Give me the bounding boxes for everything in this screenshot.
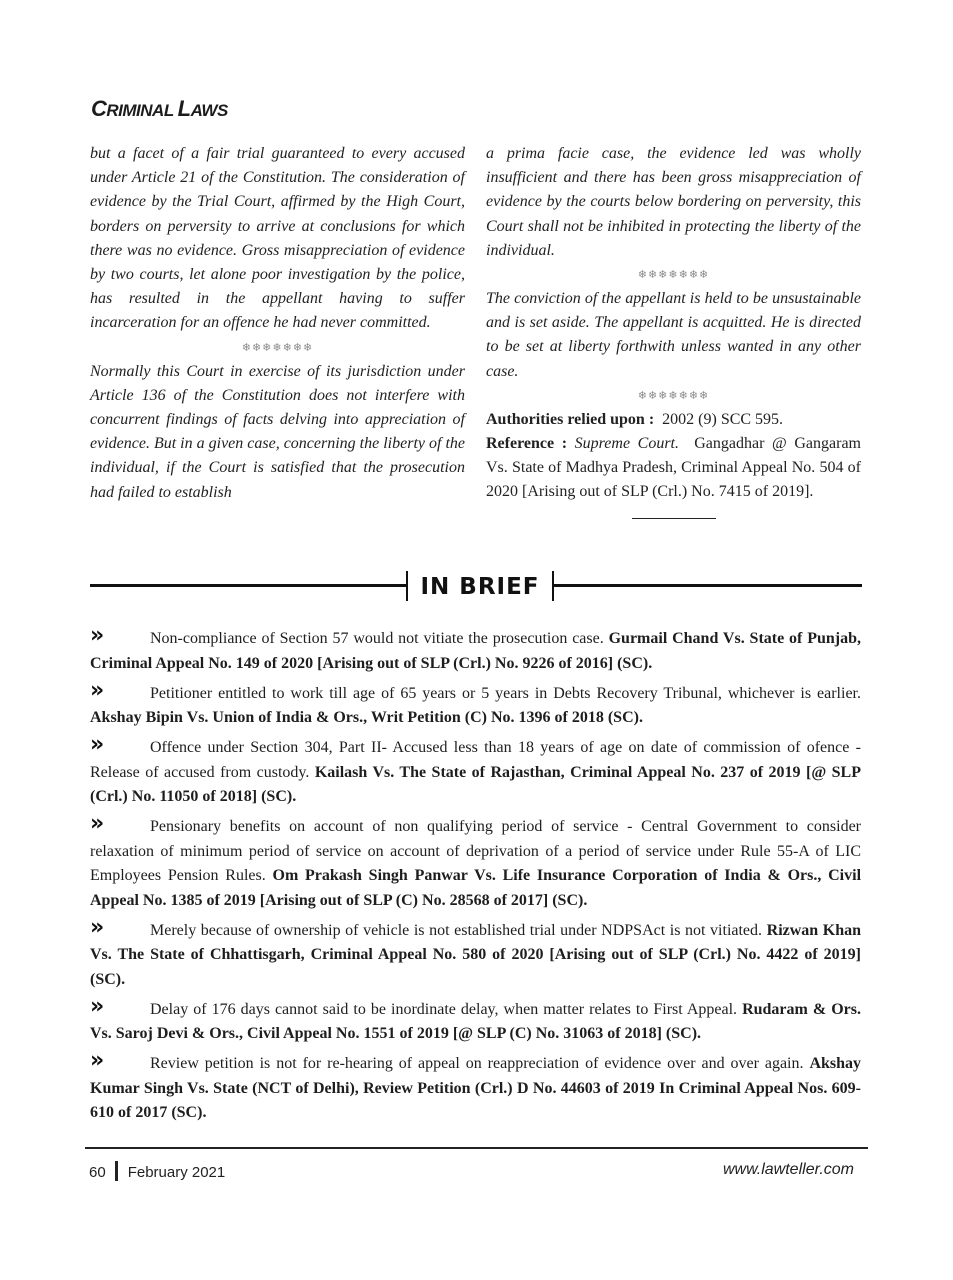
heading-rule-left <box>90 584 406 587</box>
authorities-label: Authorities relied upon : <box>486 410 655 428</box>
brief-item-text: Non-compliance of Section 57 would not vitiate the prosecution case. <box>150 630 604 647</box>
footer-separator <box>115 1161 118 1181</box>
reference-label: Reference : <box>486 434 568 452</box>
separator-stars: ❄❄❄❄❄❄❄ <box>637 389 710 402</box>
double-chevron-bullet-icon: » <box>90 993 99 1019</box>
brief-item-text: Offence under Section 304, Part II- Accused less than 18 years of age on date of commission of ofence - Release of accused from custody. <box>90 739 861 781</box>
reference-court: Supreme Court. <box>574 434 679 452</box>
section-title-rest-2: AWS <box>190 101 228 120</box>
section-title <box>91 96 228 122</box>
brief-item <box>90 623 862 676</box>
double-chevron-bullet-icon: » <box>90 677 99 703</box>
brief-item-citation: Kailash Vs. The State of Rajasthan, Criminal Appeal No. 237 of 2019 [@ SLP (Crl.) No. 11050 of 2018] (SC). <box>90 763 862 805</box>
brief-item <box>90 811 862 913</box>
article-paragraph: The conviction of the appellant is held to be unsustainable and is set aside. The appellant is acquitted. He is directed to be set at liberty forthwith unless wanted in any other case. <box>486 290 861 380</box>
brief-item-text: Petitioner entitled to work till age of 65 years or 5 years in Debts Recovery Tribunal, whichever is earlier. <box>150 684 861 702</box>
article-paragraph: a prima facie case, the evidence led was wholly insufficient and there has been gross misappreciation of evidence by the courts below bordering on perversity, this Court shall not be inhibited in protecting the liberty of the individual. <box>486 145 861 259</box>
heading-rule-right <box>553 584 862 587</box>
authorities-value: 2002 (9) SCC 595. <box>662 410 784 428</box>
brief-item-citation: Akshay Bipin Vs. Union of India & Ors., Writ Petition (C) No. 1396 of 2018 (SC). <box>90 709 643 726</box>
page-number: 60 <box>89 1164 106 1181</box>
heading-tick-left <box>406 571 408 601</box>
end-of-article-rule <box>632 518 716 519</box>
brief-item-text: Delay of 176 days cannot said to be inordinate delay, when matter relates to First Appeal. <box>150 1000 738 1018</box>
in-brief-list <box>90 623 862 1131</box>
section-title-cap-c: C <box>91 96 107 121</box>
brief-item-text: Pensionary benefits on account of non qualifying period of service - Central Government to consider relaxation of minimum period of service on account of deprivation of a period of service under Rule 55-A of LIC Employees Pension Rules. <box>90 818 861 884</box>
double-chevron-bullet-icon: » <box>90 623 99 648</box>
separator-stars: ❄❄❄❄❄❄❄ <box>637 269 710 282</box>
article-left-column <box>90 142 465 505</box>
website-link[interactable]: www.lawteller.com <box>723 1161 854 1178</box>
in-brief-heading-bar <box>90 571 862 601</box>
authorities-relied-upon <box>486 408 861 432</box>
brief-item <box>90 993 862 1047</box>
brief-item-text: Merely because of ownership of vehicle is not established trial under NDPSAct is not vitiated. <box>150 921 763 939</box>
brief-item-citation: Rudaram & Ors. Vs. Saroj Devi & Ors., Civil Appeal No. 1551 of 2019 [@ SLP (C) No. 31063 of 2018] (SC). <box>90 1000 862 1042</box>
section-title-rest-1: RIMINAL <box>106 101 178 120</box>
article-right-column <box>486 142 861 519</box>
brief-item <box>90 914 862 993</box>
brief-item-citation: Om Prakash Singh Panwar Vs. Life Insurance Corporation of India & Ors., Civil Appeal No. 1385 of 2019 [Arising out of SLP (C) No. 28568 of 2017] (SC). <box>90 867 862 909</box>
in-brief-heading: IN BRIEF <box>420 574 540 600</box>
section-title-cap-l: L <box>177 96 191 121</box>
separator-stars: ❄❄❄❄❄❄❄ <box>241 341 314 354</box>
footer-page-info <box>89 1161 225 1181</box>
brief-item <box>90 1048 862 1126</box>
brief-item <box>90 677 861 731</box>
double-chevron-bullet-icon: » <box>90 914 99 940</box>
double-chevron-bullet-icon: » <box>90 811 99 836</box>
article-paragraph: but a facet of a fair trial guaranteed to every accused under Article 21 of the Constitution. The consideration of evidence by the Trial Court, affirmed by the High Court, borders on perversity to arrive at conclusions for which there was no evidence. Gross misappreciation of evidence by two courts, let alone poor investigation by the police, has resulted in the appellant having to suffer incarceration for an offence he had never committed. <box>90 145 465 332</box>
brief-item-citation: Rizwan Khan Vs. The State of Chhattisgarh, Criminal Appeal No. 580 of 2020 [Arising out of SLP (Crl.) No. 4422 of 2019] (SC). <box>90 921 862 988</box>
brief-item-citation: Gurmail Chand Vs. State of Punjab, Criminal Appeal No. 149 of 2020 [Arising out of SLP (Crl.) No. 9226 of 2016] (SC). <box>90 630 862 672</box>
reference-text: Gangadhar @ Gangaram Vs. State of Madhya Pradesh, Criminal Appeal No. 504 of 2020 [Arising out of SLP (Crl.) No. 7415 of 2019]. <box>486 434 861 500</box>
brief-item <box>90 732 862 810</box>
footer-rule <box>85 1147 868 1149</box>
article-paragraph: Normally this Court in exercise of its jurisdiction under Article 136 of the Constitution does not interfere with concurrent findings of facts delving into appreciation of evidence. But in a given case, concerning the liberty of the individual, if the Court is satisfied that the prosecution had failed to establish <box>90 362 465 501</box>
double-chevron-bullet-icon: » <box>90 1048 99 1073</box>
brief-item-citation: Akshay Kumar Singh Vs. State (NCT of Delhi), Review Petition (Crl.) D No. 44603 of 2019 In Criminal Appeal Nos. 609-610 of 2017 (SC). <box>90 1055 862 1121</box>
reference <box>486 432 861 504</box>
brief-item-text: Review petition is not for re-hearing of appeal on reappreciation of evidence over and over again. <box>150 1055 804 1072</box>
double-chevron-bullet-icon: » <box>90 732 99 757</box>
issue-date: February 2021 <box>127 1164 226 1181</box>
